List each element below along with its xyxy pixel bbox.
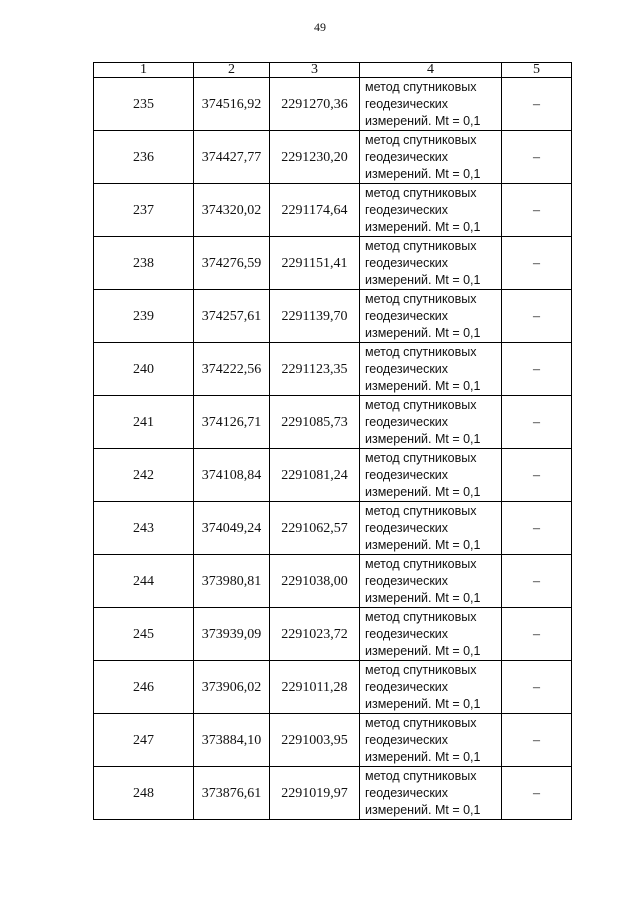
y-coordinate-cell: 2291123,35 — [270, 343, 360, 396]
x-coordinate-cell: 374222,56 — [194, 343, 270, 396]
method-text-line: метод спутниковых — [365, 132, 477, 147]
method-text-line: геодезических — [365, 626, 449, 641]
method-text-line: измерений. Mt = 0,1 — [365, 219, 481, 234]
x-coordinate-cell: 374276,59 — [194, 237, 270, 290]
note-cell: – — [502, 608, 572, 661]
method-cell — [360, 502, 502, 555]
x-coordinate-cell: 374108,84 — [194, 449, 270, 502]
point-number-cell: 248 — [94, 767, 194, 820]
table-row — [94, 714, 572, 767]
method-cell — [360, 290, 502, 343]
method-text-line: метод спутниковых — [365, 397, 477, 412]
method-text-line: геодезических — [365, 573, 449, 588]
note-cell: – — [502, 661, 572, 714]
point-number-cell: 242 — [94, 449, 194, 502]
method-text-line: измерений. Mt = 0,1 — [365, 537, 481, 552]
method-text-line: метод спутниковых — [365, 768, 477, 783]
method-text-line: метод спутниковых — [365, 609, 477, 624]
table-header-row — [94, 63, 572, 78]
y-coordinate-cell: 2291011,28 — [270, 661, 360, 714]
column-header-4: 4 — [360, 63, 502, 78]
table-row — [94, 608, 572, 661]
table-row — [94, 343, 572, 396]
method-text-line: геодезических — [365, 520, 449, 535]
point-number-cell: 237 — [94, 184, 194, 237]
point-number-cell: 236 — [94, 131, 194, 184]
point-number-cell: 241 — [94, 396, 194, 449]
method-text-line: измерений. Mt = 0,1 — [365, 643, 481, 658]
note-cell: – — [502, 714, 572, 767]
table-row — [94, 78, 572, 131]
table-row — [94, 449, 572, 502]
table-row — [94, 767, 572, 820]
method-text-line: измерений. Mt = 0,1 — [365, 113, 481, 128]
y-coordinate-cell: 2291174,64 — [270, 184, 360, 237]
method-text-line: метод спутниковых — [365, 291, 477, 306]
x-coordinate-cell: 374320,02 — [194, 184, 270, 237]
method-text-line: метод спутниковых — [365, 79, 477, 94]
method-cell — [360, 131, 502, 184]
point-number-cell: 244 — [94, 555, 194, 608]
x-coordinate-cell: 373980,81 — [194, 555, 270, 608]
method-cell — [360, 608, 502, 661]
y-coordinate-cell: 2291139,70 — [270, 290, 360, 343]
x-coordinate-cell: 373876,61 — [194, 767, 270, 820]
x-coordinate-cell: 373939,09 — [194, 608, 270, 661]
method-text-line: геодезических — [365, 361, 449, 376]
page-number: 49 — [314, 20, 326, 34]
table-body — [94, 78, 572, 820]
y-coordinate-cell: 2291003,95 — [270, 714, 360, 767]
table-row — [94, 502, 572, 555]
y-coordinate-cell: 2291270,36 — [270, 78, 360, 131]
note-cell: – — [502, 131, 572, 184]
table-row — [94, 237, 572, 290]
note-cell: – — [502, 78, 572, 131]
method-cell — [360, 714, 502, 767]
method-text-line: геодезических — [365, 467, 449, 482]
point-number-cell: 246 — [94, 661, 194, 714]
x-coordinate-cell: 374516,92 — [194, 78, 270, 131]
method-cell — [360, 237, 502, 290]
method-text-line: измерений. Mt = 0,1 — [365, 272, 481, 287]
x-coordinate-cell: 374257,61 — [194, 290, 270, 343]
method-text-line: метод спутниковых — [365, 344, 477, 359]
method-cell — [360, 78, 502, 131]
method-text-line: геодезических — [365, 414, 449, 429]
y-coordinate-cell: 2291038,00 — [270, 555, 360, 608]
table-row — [94, 661, 572, 714]
method-text-line: геодезических — [365, 732, 449, 747]
x-coordinate-cell: 374049,24 — [194, 502, 270, 555]
method-text-line: метод спутниковых — [365, 715, 477, 730]
table-row — [94, 131, 572, 184]
note-cell: – — [502, 555, 572, 608]
note-cell: – — [502, 237, 572, 290]
y-coordinate-cell: 2291085,73 — [270, 396, 360, 449]
method-cell — [360, 343, 502, 396]
method-text-line: метод спутниковых — [365, 185, 477, 200]
point-number-cell: 235 — [94, 78, 194, 131]
note-cell: – — [502, 184, 572, 237]
method-text-line: измерений. Mt = 0,1 — [365, 590, 481, 605]
table-row — [94, 396, 572, 449]
method-cell — [360, 449, 502, 502]
column-header-1: 1 — [94, 63, 194, 78]
point-number-cell: 239 — [94, 290, 194, 343]
method-text-line: измерений. Mt = 0,1 — [365, 696, 481, 711]
table-row — [94, 290, 572, 343]
method-text-line: измерений. Mt = 0,1 — [365, 749, 481, 764]
point-number-cell: 247 — [94, 714, 194, 767]
column-header-5: 5 — [502, 63, 572, 78]
note-cell: – — [502, 343, 572, 396]
method-text-line: измерений. Mt = 0,1 — [365, 378, 481, 393]
method-text-line: геодезических — [365, 96, 449, 111]
note-cell: – — [502, 502, 572, 555]
note-cell: – — [502, 396, 572, 449]
method-cell — [360, 555, 502, 608]
method-text-line: геодезических — [365, 308, 449, 323]
method-text-line: метод спутниковых — [365, 238, 477, 253]
y-coordinate-cell: 2291230,20 — [270, 131, 360, 184]
y-coordinate-cell: 2291062,57 — [270, 502, 360, 555]
method-text-line: геодезических — [365, 255, 449, 270]
x-coordinate-cell: 374126,71 — [194, 396, 270, 449]
method-text-line: измерений. Mt = 0,1 — [365, 484, 481, 499]
y-coordinate-cell: 2291019,97 — [270, 767, 360, 820]
x-coordinate-cell: 374427,77 — [194, 131, 270, 184]
y-coordinate-cell: 2291023,72 — [270, 608, 360, 661]
method-text-line: геодезических — [365, 785, 449, 800]
method-text-line: измерений. Mt = 0,1 — [365, 431, 481, 446]
method-cell — [360, 767, 502, 820]
point-number-cell: 238 — [94, 237, 194, 290]
x-coordinate-cell: 373884,10 — [194, 714, 270, 767]
method-text-line: измерений. Mt = 0,1 — [365, 166, 481, 181]
method-cell — [360, 396, 502, 449]
method-text-line: метод спутниковых — [365, 662, 477, 677]
column-header-2: 2 — [194, 63, 270, 78]
note-cell: – — [502, 290, 572, 343]
table-row — [94, 184, 572, 237]
point-number-cell: 245 — [94, 608, 194, 661]
method-text-line: метод спутниковых — [365, 503, 477, 518]
coordinates-table — [93, 62, 572, 820]
column-header-3: 3 — [270, 63, 360, 78]
method-text-line: измерений. Mt = 0,1 — [365, 802, 481, 817]
method-text-line: геодезических — [365, 679, 449, 694]
note-cell: – — [502, 767, 572, 820]
note-cell: – — [502, 449, 572, 502]
point-number-cell: 243 — [94, 502, 194, 555]
method-text-line: метод спутниковых — [365, 556, 477, 571]
method-text-line: метод спутниковых — [365, 450, 477, 465]
method-text-line: измерений. Mt = 0,1 — [365, 325, 481, 340]
y-coordinate-cell: 2291151,41 — [270, 237, 360, 290]
x-coordinate-cell: 373906,02 — [194, 661, 270, 714]
point-number-cell: 240 — [94, 343, 194, 396]
method-cell — [360, 184, 502, 237]
method-cell — [360, 661, 502, 714]
method-text-line: геодезических — [365, 202, 449, 217]
y-coordinate-cell: 2291081,24 — [270, 449, 360, 502]
method-text-line: геодезических — [365, 149, 449, 164]
table-row — [94, 555, 572, 608]
